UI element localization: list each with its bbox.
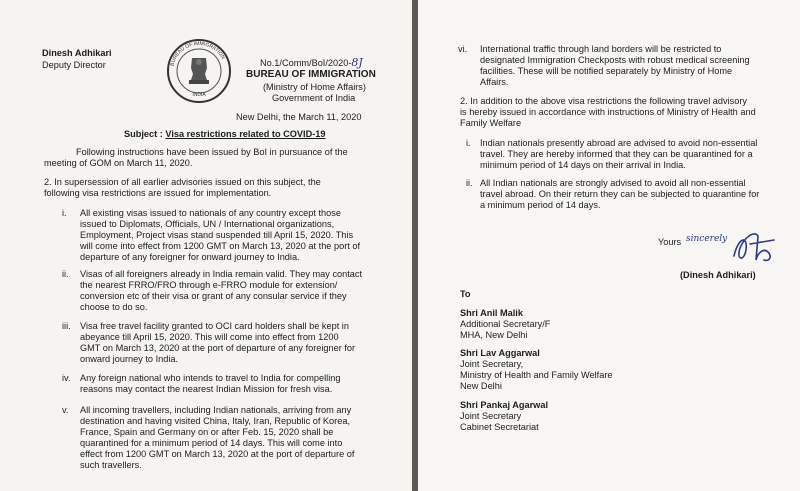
advisory-para-line-1: 2. In addition to the above visa restrictions the following travel advisory <box>460 96 748 106</box>
recipient-line: Cabinet Secretariat <box>460 422 539 432</box>
item-i-line-4: will come into effect from 1200 GMT on March 13, 2020 at the port of <box>80 241 361 251</box>
item-i-line-2: issued to Diplomats, Officials, UN / International organizations, <box>80 219 335 229</box>
item-i-line-5: departure of any foreigner for onward journey to India. <box>80 252 300 262</box>
item-i-line-3: Employment, Project visas stand suspended till April 15, 2020. This <box>80 230 354 240</box>
item-iii-line-1: Visa free travel facility granted to OCI card holders shall be kept in <box>80 321 349 331</box>
item-iii-line-2: abeyance till April 15, 2020. This will come into effect from 1200 <box>80 332 339 342</box>
item-v-line-1: All incoming travellers, including Indian nationals, arriving from any <box>80 405 352 415</box>
subject-line <box>124 129 326 139</box>
item-vi-line-4: Affairs. <box>480 77 509 87</box>
ministry-name: (Ministry of Home Affairs) <box>263 82 366 92</box>
subject-label: Subject : <box>124 129 163 139</box>
item-iii-line-4: onward journey to India. <box>80 354 179 364</box>
subject-text: Visa restrictions related to COVID-19 <box>165 129 326 139</box>
item-iv-line-2: reasons may contact the nearest Indian Mission for fresh visa. <box>80 384 333 394</box>
recipient-name: Shri Lav Aggarwal <box>460 348 540 358</box>
advisory-i-line-2: travel. They are hereby informed that they can be quarantined for a <box>480 149 753 159</box>
recipient-name: Shri Pankaj Agarwal <box>460 400 548 410</box>
ref-handwritten: 8J <box>351 56 363 69</box>
advisory-i-line-3: minimum period of 14 days on their arrival in India. <box>480 160 686 170</box>
closing-handwritten: sincerely <box>686 234 728 244</box>
recipient-name: Shri Anil Malik <box>460 308 523 318</box>
emblem-text-top: BUREAU OF IMMIGRATION <box>169 40 226 67</box>
closing-yours: Yours <box>658 237 682 247</box>
advisory-ii-line-1: All Indian nationals are strongly advised to avoid all non-essential <box>480 178 746 188</box>
intro-line-1: Following instructions have been issued by BoI in pursuance of the <box>76 147 348 157</box>
item-ii-line-2: the nearest FRRO/FRO through e-FRRO module for extension/ <box>80 280 338 290</box>
item-vi-line-3: facilities. These will be notified separately by Ministry of Home <box>480 66 733 76</box>
ref-number-text: No.1/Comm/BoI/2020- <box>260 58 352 68</box>
government-name: Government of India <box>272 93 356 103</box>
recipient-line: Ministry of Health and Family Welfare <box>460 370 613 380</box>
signer-name: (Dinesh Adhikari) <box>680 270 756 280</box>
advisory-para-line-3: Family Welfare <box>460 118 522 128</box>
item-number: iii. <box>62 321 71 331</box>
item-number: vi. <box>458 44 468 54</box>
intro-line-2: meeting of GOM on March 11, 2020. <box>44 158 193 168</box>
org-name: BUREAU OF IMMIGRATION <box>246 69 376 80</box>
advisory-ii-line-2: travel abroad. On their return they can be subjected to quarantine for <box>480 189 760 199</box>
recipient-line: MHA, New Delhi <box>460 330 528 340</box>
item-iv-line-1: Any foreign national who intends to travel to India for compelling <box>80 373 341 383</box>
date-line: New Delhi, the March 11, 2020 <box>236 112 362 122</box>
officer-title: Deputy Director <box>42 60 106 70</box>
recipient-line: Additional Secretary/F <box>460 319 551 329</box>
item-number: v. <box>62 405 69 415</box>
emblem-text-bottom: INDIA <box>192 92 206 98</box>
emblem-seal-icon <box>165 38 233 104</box>
item-ii-line-3: conversion etc of their visa or grant of any consular service if they <box>80 291 347 301</box>
item-v-line-4: quarantined for a minimum period of 14 days. This will come into <box>80 438 343 448</box>
item-ii-line-1: Visas of all foreigners already in India remain valid. They may contact <box>80 269 363 279</box>
item-iii-line-3: GMT on March 13, 2020 at the port of departure of any foreigner for <box>80 343 356 353</box>
item-v-line-6: such travellers. <box>80 460 142 470</box>
item-vi-line-1: International traffic through land borders will be restricted to <box>480 44 722 54</box>
item-number: i. <box>466 138 471 148</box>
item-v-line-5: effect from 1200 GMT on March 13, 2020 at the port of departure of <box>80 449 355 459</box>
item-vi-line-2: designated Immigration Checkposts with robust medical screening <box>480 55 750 65</box>
item-ii-line-4: choose to do so. <box>80 302 148 312</box>
item-number: iv. <box>62 373 71 383</box>
advisory-para-line-2: is hereby issued in accordance with instructions of Ministry of Health and <box>460 107 756 117</box>
letter-page-2 <box>418 0 800 491</box>
item-v-line-2: destination and having visited China, Italy, Iran, Republic of Korea, <box>80 416 350 426</box>
advisory-i-line-1: Indian nationals presently abroad are advised to avoid non-essential <box>480 138 758 148</box>
recipient-line: New Delhi <box>460 381 502 391</box>
item-v-line-3: France, Spain and Germany on or after Feb. 15, 2020 shall be <box>80 427 334 437</box>
item-number: ii. <box>62 269 69 279</box>
item-number: i. <box>62 208 67 218</box>
item-i-line-1: All existing visas issued to nationals of any country except those <box>80 208 341 218</box>
signature-icon <box>728 226 780 268</box>
officer-name: Dinesh Adhikari <box>42 48 112 58</box>
advisory-ii-line-3: a minimum period of 14 days. <box>480 200 601 210</box>
reference-number <box>260 58 363 68</box>
para2-line-1: 2. In supersession of all earlier advisories issued on this subject, the <box>44 177 321 187</box>
para2-line-2: following visa restrictions are issued for implementation. <box>44 188 272 198</box>
recipient-line: Joint Secretary <box>460 411 522 421</box>
to-label: To <box>460 289 471 299</box>
item-number: ii. <box>466 178 473 188</box>
recipient-line: Joint Secretary, <box>460 359 524 369</box>
